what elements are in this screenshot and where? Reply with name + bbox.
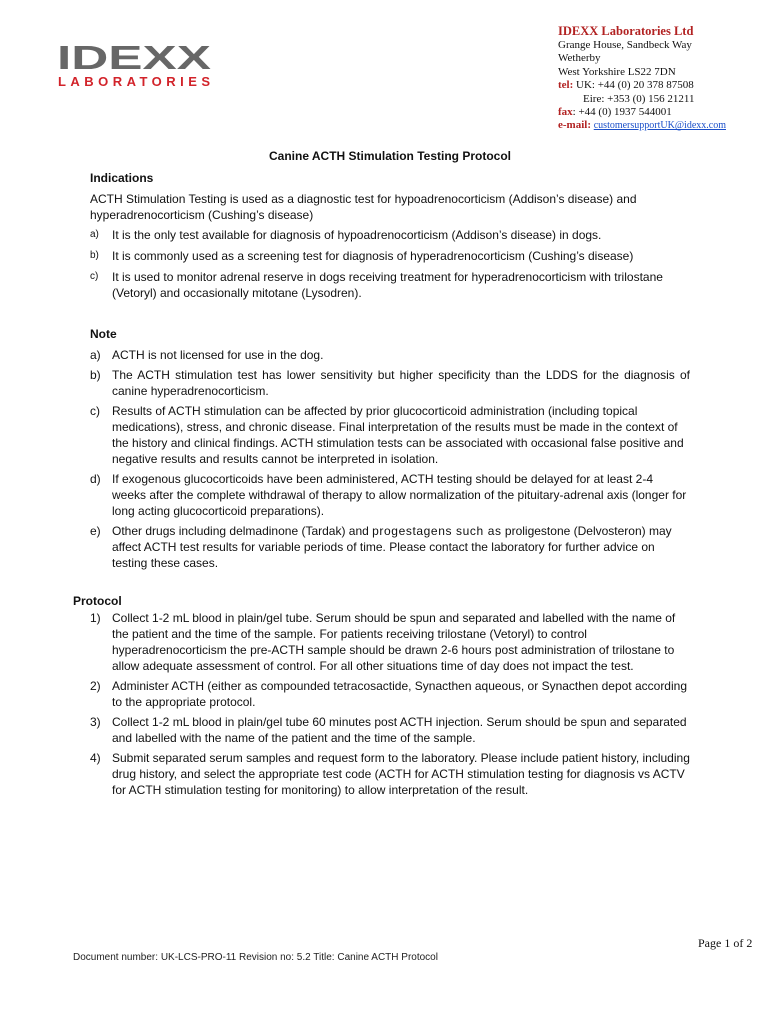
list-marker: 4)	[90, 751, 101, 765]
list-item	[90, 403, 690, 467]
list-item	[90, 269, 690, 301]
list-item-text: The ACTH stimulation test has lower sensitivity but higher specificity than the LDDS for the diagnosis of canine hyperadrenocorticism.	[112, 368, 690, 398]
list-item-text: If exogenous glucocorticoids have been administered, ACTH testing should be delayed for at least 2-4 weeks after the complete withdrawal of therapy to allow normalization of the pituitary-adrenal axis (longer for long acting glucocorticoid preparations).	[112, 472, 687, 518]
list-item	[90, 523, 690, 571]
list-marker: e)	[90, 524, 101, 538]
list-item	[90, 248, 690, 264]
email-link[interactable]: customersupportUK@idexx.com	[593, 120, 726, 132]
indications-heading: Indications	[90, 171, 154, 185]
list-item-text: Results of ACTH stimulation can be affected by prior glucocorticoid administration (including topical medications), stress, and chronic disease. Final interpretation of the results must be made in the context of the history and clinical findings. ACTH stimulation tests can be associated with occasional false positive and negative results and results cannot be interpreted in isolation.	[112, 404, 684, 466]
fax-line	[558, 106, 763, 119]
idexx-logo-graphic	[57, 42, 217, 92]
list-item	[90, 367, 690, 399]
list-marker: b)	[90, 250, 99, 261]
list-item-text-part-1: Other drugs including delmadinone (Tardak) and	[112, 524, 373, 538]
indications-list	[90, 227, 690, 301]
page-of: of 2	[730, 936, 753, 950]
note-heading: Note	[90, 327, 117, 341]
company-name: IDEXX Laboratories Ltd	[558, 24, 694, 38]
tel-uk: UK: +44 (0) 20 378 87508	[576, 79, 694, 92]
email-label: e-mail:	[558, 119, 591, 132]
protocol-heading: Protocol	[73, 594, 122, 608]
list-item	[90, 714, 690, 746]
tel-label: tel:	[558, 79, 574, 92]
page-number	[698, 936, 752, 951]
list-item	[90, 610, 690, 674]
list-marker: 1)	[90, 611, 101, 625]
list-marker: c)	[90, 404, 100, 418]
company-address-block	[558, 24, 763, 133]
list-item	[90, 750, 690, 798]
tel-line	[558, 79, 763, 92]
list-marker: b)	[90, 368, 101, 382]
list-marker: a)	[90, 348, 101, 362]
list-item-text-part-2: progestagens such as	[372, 524, 502, 538]
fax-number: : +44 (0) 1937 544001	[572, 106, 672, 119]
logo-wordmark: IDEXX	[57, 42, 211, 76]
address-line-1: Grange House, Sandbeck Way	[558, 39, 692, 51]
list-item-text: Submit separated serum samples and request form to the laboratory. Please include patient history, including drug history, and select the appropriate test code (ACTH for ACTH stimulation testing for diagnosis vs ACTV for ACTH stimulation testing for monitoring) to allow interpretation of the result.	[112, 751, 690, 797]
list-item	[90, 471, 690, 519]
page-title: Canine ACTH Stimulation Testing Protocol	[268, 149, 511, 163]
logo-subtitle: LABORATORIES	[58, 74, 210, 89]
tel-eire: Eire: +353 (0) 156 21211	[583, 92, 695, 105]
address-line-2: Wetherby	[558, 52, 601, 65]
fax-label: fax	[558, 106, 573, 119]
list-item	[90, 347, 690, 363]
list-item-text: Collect 1-2 mL blood in plain/gel tube 60 minutes post ACTH injection. Serum should be spun and separated and labelled with the name of the patient and the time of the sample.	[112, 715, 687, 745]
list-marker: a)	[90, 229, 99, 240]
list-item-text: It is commonly used as a screening test for diagnosis of hyperadrenocorticism (Cushing’s disease)	[112, 249, 634, 263]
list-item-text: It is used to monitor adrenal reserve in dogs receiving treatment for hyperadrenocorticism with trilostane (Vetoryl) and occasionally mitotane (Lysodren).	[112, 270, 663, 300]
list-marker: c)	[90, 271, 99, 282]
page-label: Page	[698, 936, 725, 950]
address-line-3: West Yorkshire LS22 7DN	[558, 65, 676, 78]
list-item-text: It is the only test available for diagnosis of hypoadrenocorticism (Addison’s disease) in dogs.	[112, 228, 602, 242]
list-item-text: Administer ACTH (either as compounded tetracosactide, Synacthen aqueous, or Synacthen depot according to the appropriate protocol.	[112, 679, 687, 709]
page-current: 1	[724, 936, 731, 950]
list-item-text: ACTH is not licensed for use in the dog.	[112, 348, 324, 362]
list-item	[90, 678, 690, 710]
note-list	[90, 347, 690, 571]
list-marker: 3)	[90, 715, 101, 729]
list-marker: 2)	[90, 679, 101, 693]
email-line	[558, 119, 763, 132]
list-item-text-part-3: proligestone (Delvosteron) may affect ACTH test results for variable periods of time. Please contact the laboratory for further advice on testing these cases.	[112, 524, 672, 570]
list-item-text: Collect 1-2 mL blood in plain/gel tube. Serum should be spun and separated and labelled with the name of the patient and the time of the sample. For patients receiving trilostane (Vetoryl) to control hyperadrenocorticism the pre-ACTH sample should be drawn 2-6 hours post administration of trilostane to allow adequate assessment of control. For all other situations time of day does not impact the test.	[112, 611, 676, 673]
list-item	[90, 227, 690, 243]
list-marker: d)	[90, 472, 101, 486]
indications-intro: ACTH Stimulation Testing is used as a diagnostic test for hypoadrenocorticism (Addison’s disease) and hyperadrenocorticism (Cushing’s disease)	[90, 192, 637, 222]
document-body	[73, 148, 690, 798]
protocol-list	[90, 610, 690, 798]
document-footer: Document number: UK-LCS-PRO-11 Revision no: 5.2 Title: Canine ACTH Protocol	[73, 952, 438, 963]
idexx-logo	[57, 42, 217, 92]
